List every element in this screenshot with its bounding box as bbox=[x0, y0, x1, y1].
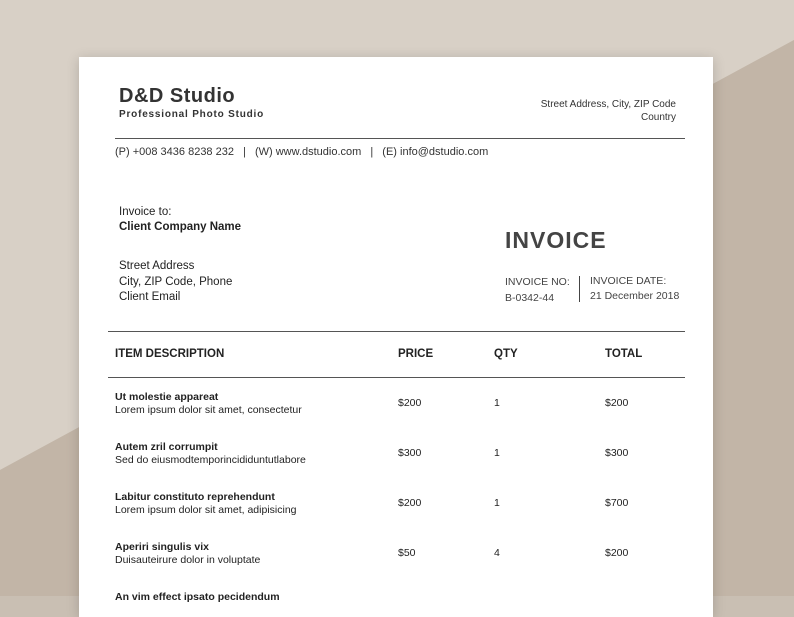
studio-tagline: Professional Photo Studio bbox=[119, 109, 265, 120]
row-price: $50 bbox=[398, 547, 416, 559]
row-item-desc: Lorem ipsum dolor sit amet, consectetur bbox=[115, 404, 302, 416]
invoice-date-label: INVOICE DATE: bbox=[590, 275, 667, 287]
row-qty: 1 bbox=[494, 397, 500, 409]
invoice-number: B-0342-44 bbox=[505, 292, 555, 304]
column-header-total: TOTAL bbox=[605, 348, 643, 360]
contact-separator: | bbox=[370, 146, 374, 158]
invoice-meta-divider bbox=[579, 276, 580, 302]
invoice-page bbox=[79, 57, 713, 617]
row-qty: 1 bbox=[494, 447, 500, 459]
table-top-rule bbox=[108, 331, 685, 332]
column-header-item: ITEM DESCRIPTION bbox=[115, 348, 225, 360]
row-item-title: Ut molestie appareat bbox=[115, 391, 219, 403]
row-price: $300 bbox=[398, 447, 422, 459]
address-line-1: Street Address, City, ZIP Code bbox=[540, 99, 676, 110]
invoice-to-label: Invoice to: bbox=[119, 206, 172, 218]
row-price: $200 bbox=[398, 397, 422, 409]
studio-address bbox=[541, 98, 676, 124]
client-street: Street Address bbox=[119, 260, 195, 272]
invoice-title: INVOICE bbox=[505, 227, 607, 253]
row-item-title-partial: An vim effect ipsato pecidendum bbox=[115, 591, 280, 603]
client-details bbox=[119, 259, 232, 306]
studio-name: D&D Studio bbox=[119, 85, 236, 107]
header-divider bbox=[115, 138, 685, 139]
row-item-desc: Duisauteirure dolor in voluptate bbox=[115, 554, 261, 566]
row-item-title: Autem zril corrumpit bbox=[115, 441, 218, 453]
row-item-desc: Sed do eiusmodtemporincididuntutlabore bbox=[115, 454, 306, 466]
column-header-price: PRICE bbox=[398, 348, 434, 360]
invoice-date: 21 December 2018 bbox=[590, 290, 680, 302]
client-city: City, ZIP Code, Phone bbox=[119, 275, 233, 288]
row-total: $200 bbox=[605, 397, 629, 409]
table-header-rule bbox=[108, 377, 685, 378]
contact-email: (E) info@dstudio.com bbox=[382, 146, 489, 158]
row-total: $700 bbox=[605, 497, 629, 509]
contact-bar bbox=[115, 146, 488, 158]
contact-separator: | bbox=[243, 146, 246, 158]
row-total: $300 bbox=[605, 447, 629, 459]
client-email: Client Email bbox=[119, 291, 181, 303]
client-company-name: Client Company Name bbox=[119, 221, 242, 233]
contact-phone: (P) +008 3436 8238 232 bbox=[115, 146, 234, 158]
row-item-title: Aperiri singulis vix bbox=[115, 541, 209, 553]
row-qty: 4 bbox=[494, 547, 500, 559]
row-total: $200 bbox=[605, 547, 629, 559]
row-qty: 1 bbox=[494, 497, 500, 509]
invoice-number-label: INVOICE NO: bbox=[505, 276, 570, 288]
column-header-qty: QTY bbox=[494, 348, 518, 360]
row-item-title: Labitur constituto reprehendunt bbox=[115, 491, 275, 503]
address-line-2: Country bbox=[640, 112, 676, 123]
row-price: $200 bbox=[398, 497, 422, 509]
row-item-desc: Lorem ipsum dolor sit amet, adipisicing bbox=[115, 504, 297, 516]
contact-web: (W) www.dstudio.com bbox=[254, 146, 362, 158]
